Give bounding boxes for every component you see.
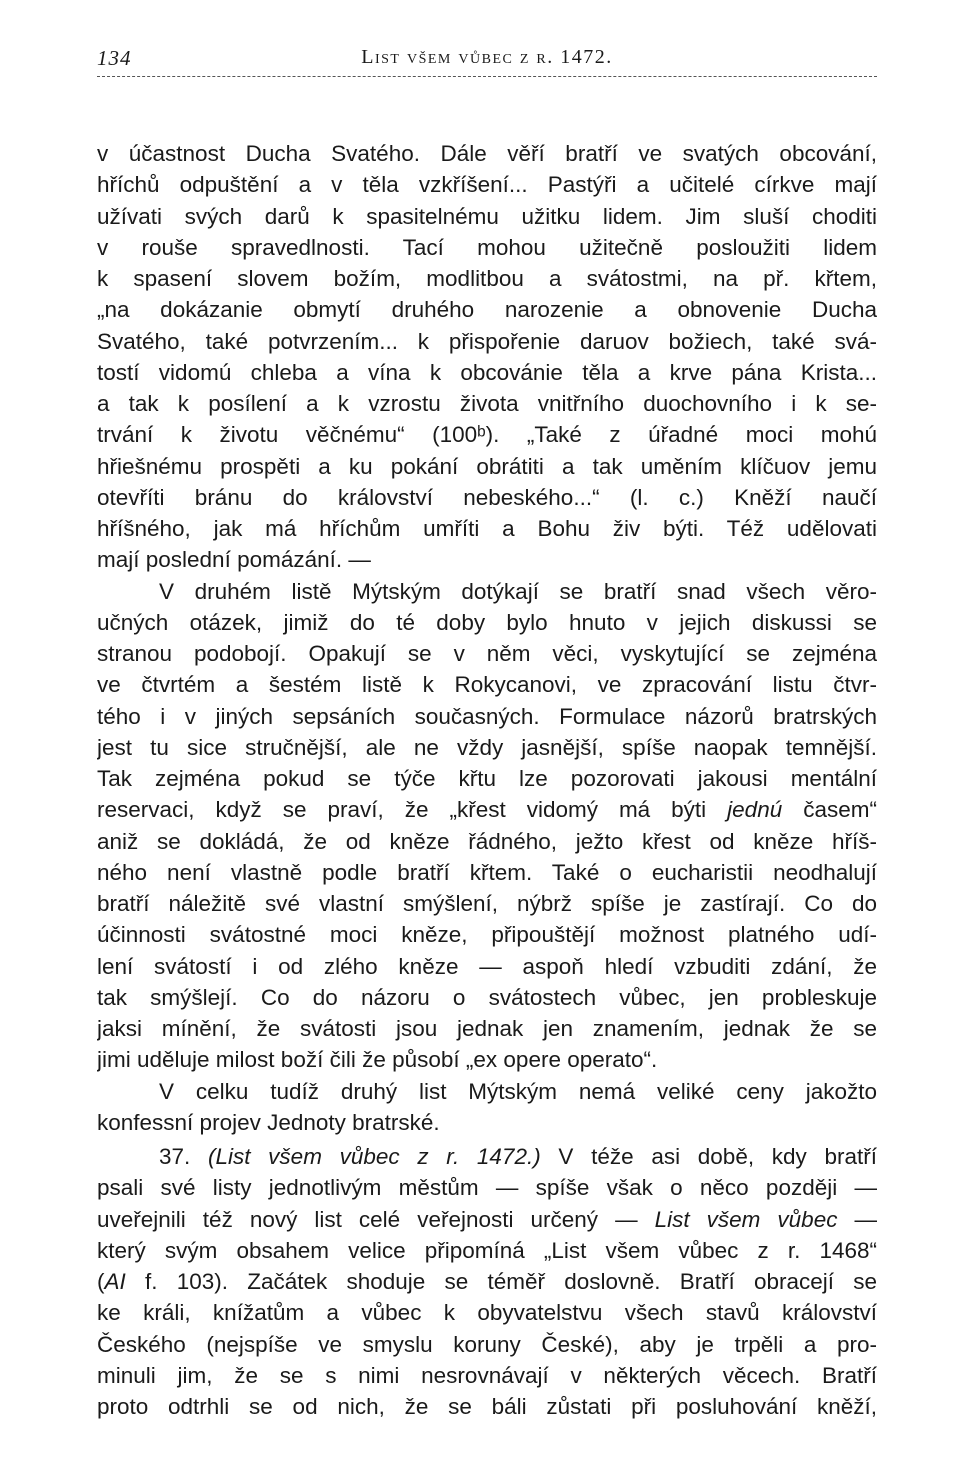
text-line: účinnosti svátostné moci kněze, připouštějí možnost platného udí- (97, 922, 877, 948)
text-line: jimi uděluje milost boží čili že působí „ex opere operato“. (97, 1047, 658, 1073)
text-line: který svým obsahem velice připomíná „List všem vůbec z r. 1468“ (97, 1237, 877, 1263)
text-line: učných otázek, jimiž do té doby bylo hnuto v jejich diskussi se (97, 609, 877, 635)
text-line: V celku tudíž druhý list Mýtským nemá veliké ceny jakožto (159, 1078, 877, 1104)
text-line: psali své listy jednotlivým městům — spíše však o něco později — (97, 1175, 877, 1201)
page-header (97, 44, 877, 74)
text-line: v účastnost Ducha Svatého. Dále věří bratří ve svatých obcování, (97, 141, 877, 166)
text-fragment: — (854, 1206, 877, 1232)
header-rule (97, 76, 877, 77)
italic-word: jednú (727, 797, 783, 823)
text-line: aniž se dokládá, že od kněze řádného, ježto křest od kněze hříš- (97, 828, 877, 854)
text-line: stranou podobojí. Opakují se v něm věci, vyskytující se zejména (97, 641, 877, 666)
text-fragment: V téže asi době, kdy bratří (558, 1144, 877, 1169)
italic-siglum: AI (104, 1269, 126, 1294)
text-line (97, 1266, 877, 1297)
section-heading-line (97, 1141, 877, 1172)
text-line: trvání k životu věčnému“ (100ᵇ). „Také z úřadné moci mohú (97, 422, 877, 448)
text-line: bratří náležitě své vlastní smýšlení, nýbrž spíše je zastírají. Co do (97, 891, 877, 916)
text-line: v rouše spravedlnosti. Tací mohou užitečně posloužiti lidem (97, 234, 877, 260)
text-line: minuli jim, že se s nimi nesrovnávají v některých věcech. Bratří (97, 1362, 877, 1388)
text-line: užívati svých darů k spasitelnému užitku lidem. Jim sluší choditi (97, 203, 877, 229)
body-text (97, 138, 877, 1422)
text-fragment: uveřejnili též nový list celé veřejnosti určený — (97, 1206, 638, 1232)
text-fragment: reservaci, když se praví, že „křest vidomý má býti (97, 797, 707, 823)
text-line: tostí vidomú chleba a vína k obcovánie těla a krve pána Krista... (97, 359, 877, 385)
text-line: mají poslední pomázání. — (97, 547, 371, 573)
section-title: (List všem vůbec z r. 1472.) (207, 1144, 541, 1169)
text-line: Svatého, také potvrzením... k přispořenie daruov božiech, také svá- (97, 328, 877, 354)
text-line (97, 794, 877, 825)
text-line: ného není vlastně podle bratří křtem. Také o eucharistii neodhalují (97, 859, 877, 885)
text-line: k spasení slovem božím, modlitbou a svátostmi, na př. křtem, (97, 266, 877, 291)
section-number: 37. (159, 1144, 191, 1169)
text-line: „na dokázanie obmytí druhého narozenie a obnovenie Ducha (97, 297, 877, 323)
text-line: ve čtvrtém a šestém listě k Rokycanovi, ve zpracování listu čtvr- (97, 672, 877, 698)
text-line: jest tu sice stručnější, ale ne vždy jasnější, spíše naopak temnější. (97, 734, 877, 760)
text-fragment: ( (97, 1269, 105, 1294)
text-line: Tak zejména pokud se týče křtu lze pozorovati jakousi mentální (97, 766, 877, 791)
text-line: tak smýšlejí. Co do názoru o svátostech vůbec, jen probleskuje (97, 984, 877, 1010)
text-line: ke králi, knížatům a vůbec k obyvatelstvu všech stavů království (97, 1300, 877, 1326)
text-line: konfessní projev Jednoty bratrské. (97, 1109, 440, 1135)
text-line: hřiešnému prospěti a ku pokání obrátiti a tak uměním klíčuov jemu (97, 453, 877, 479)
text-line: Českého (nejspíše ve smyslu koruny České), aby je trpěli a pro- (97, 1331, 877, 1357)
text-line: otevříti bránu do království nebeského...“ (l. c.) Kněží naučí (97, 484, 877, 510)
text-line (97, 1204, 877, 1235)
running-head: List všem vůbec z r. 1472. (361, 46, 613, 68)
page-number: 134 (97, 46, 132, 70)
text-line: a tak k posílení a k vzrostu života vnitřního duochovního i k se- (97, 391, 877, 416)
text-line: tého i v jiných sepsáních současných. Formulace názorů bratrských (97, 703, 877, 729)
text-line: jaksi mínění, že svátosti jsou jednak jen znamením, jednak že se (97, 1016, 877, 1041)
italic-title: List všem vůbec (654, 1206, 838, 1232)
text-line: lení svátostí i od zlého kněze — aspoň hledí vzbuditi zdání, že (97, 953, 877, 979)
text-line: V druhém listě Mýtským dotýkají se bratří snad všech věro- (159, 578, 877, 604)
text-line: hříšného, jak má hříchům umříti a Bohu živ býti. Též udělovati (97, 516, 877, 541)
text-line: hříchů odpuštění a v těla vzkříšení... Pastýři a učitelé církve mají (97, 172, 877, 198)
text-fragment: f. 103). Začátek shoduje se téměř doslovně. Bratří obracejí se (144, 1269, 877, 1294)
text-line: proto odtrhli se od nich, že se báli zůstati při posluhování kněží, (97, 1394, 877, 1419)
text-fragment: časem“ (803, 797, 877, 823)
